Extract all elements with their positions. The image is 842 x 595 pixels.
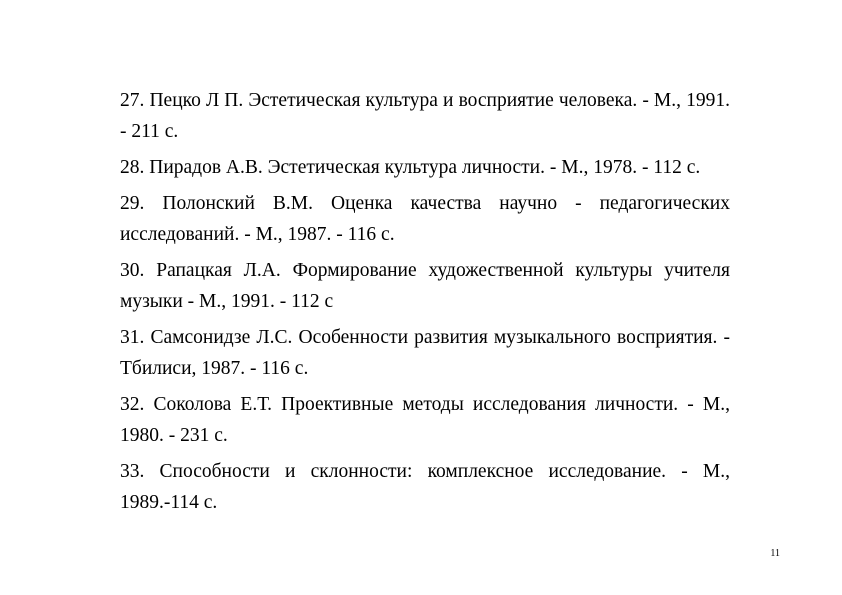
reference-item-27: 27. Пецко Л П. Эстетическая культура и восприятие человека. - М., 1991. - 211 с. [120,90,730,142]
reference-list [120,85,730,523]
reference-item-29: 29. Полонский В.М. Оценка качества научно - педагогических исследований. - М., 1987. - 116 с. [120,193,730,245]
reference-item-31: 31. Самсонидзе Л.С. Особенности развития музыкального восприятия. - Тбилиси, 1987. - 116 с. [120,327,730,379]
reference-item-33: 33. Способности и склонности: комплексное исследование. - М., 1989.-114 с. [120,461,730,513]
reference-item-30: 30. Рапацкая Л.А. Формирование художественной культуры учителя музыки - М., 1991. - 112 с [120,260,730,312]
page-number: 11 [770,548,780,559]
reference-item-28: 28. Пирадов А.В. Эстетическая культура личности. - М., 1978. - 112 с. [120,157,701,178]
reference-item-32: 32. Соколова Е.Т. Проективные методы исследования личности. - М., 1980. - 231 с. [120,394,730,446]
